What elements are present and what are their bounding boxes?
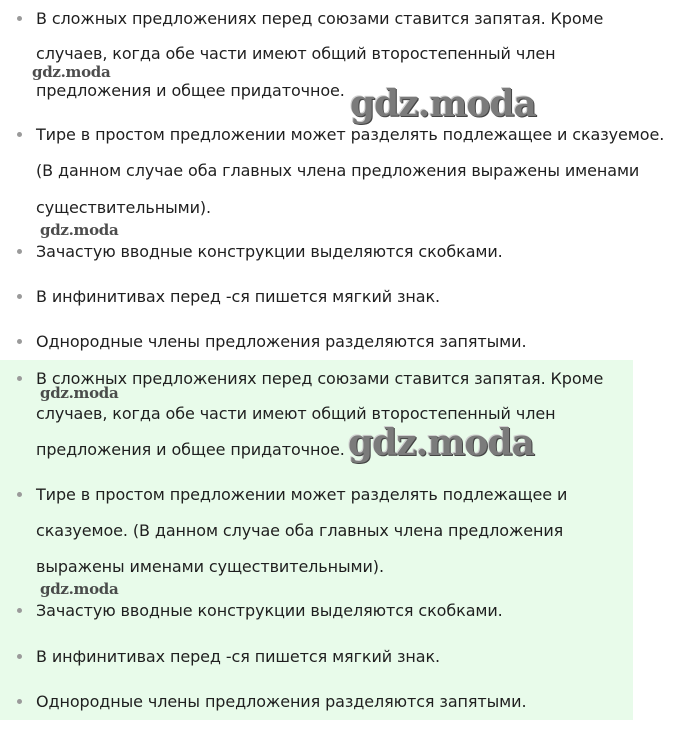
- bullet-icon: [17, 699, 22, 704]
- list-item-line: В инфинитивах перед -ся пишется мягкий знак.: [36, 647, 441, 666]
- list-item-line: Тире в простом предложении может разделять подлежащее и сказуемое.: [36, 125, 665, 144]
- list-item-line: случаев, когда обе части имеют общий второстепенный член: [36, 404, 556, 423]
- watermark-big: gdz.moda: [350, 83, 536, 125]
- watermark-small: gdz.moda: [40, 221, 119, 239]
- list-item-line: В сложных предложениях перед союзами ставится запятая. Кроме: [36, 369, 604, 388]
- bullet-icon: [17, 608, 22, 613]
- bullet-icon: [17, 132, 22, 137]
- list-item-line: предложения и общее придаточное.: [36, 440, 345, 459]
- watermark-big: gdz.moda: [348, 422, 534, 464]
- list-item-line: Однородные члены предложения разделяются запятыми.: [36, 332, 527, 351]
- list-item-line: Тире в простом предложении может разделять подлежащее и: [36, 485, 568, 504]
- bullet-icon: [17, 654, 22, 659]
- list-item-line: выражены именами существительными).: [36, 557, 384, 576]
- list-item-line: случаев, когда обе части имеют общий второстепенный член: [36, 44, 556, 63]
- bullet-icon: [17, 16, 22, 21]
- list-item-line: В инфинитивах перед -ся пишется мягкий знак.: [36, 287, 441, 306]
- watermark-small: gdz.moda: [32, 63, 111, 81]
- bullet-icon: [17, 492, 22, 497]
- rules-list-original: [0, 0, 680, 360]
- list-item-line: предложения и общее придаточное.: [36, 81, 345, 100]
- rules-list-highlighted: [0, 360, 633, 720]
- list-item-line: В сложных предложениях перед союзами ставится запятая. Кроме: [36, 9, 604, 28]
- bullet-icon: [17, 339, 22, 344]
- watermark-small: gdz.moda: [40, 580, 119, 598]
- watermark-small: gdz.moda: [40, 384, 119, 402]
- bullet-icon: [17, 376, 22, 381]
- bullet-icon: [17, 294, 22, 299]
- list-item-line: Зачастую вводные конструкции выделяются скобками.: [36, 242, 503, 261]
- list-item-line: Зачастую вводные конструкции выделяются скобками.: [36, 601, 503, 620]
- list-item-line: Однородные члены предложения разделяются запятыми.: [36, 692, 527, 711]
- list-item-line: (В данном случае оба главных члена предложения выражены именами: [36, 161, 640, 180]
- list-item-line: сказуемое. (В данном случае оба главных члена предложения: [36, 521, 564, 540]
- list-item-line: существительными).: [36, 198, 212, 217]
- bullet-icon: [17, 249, 22, 254]
